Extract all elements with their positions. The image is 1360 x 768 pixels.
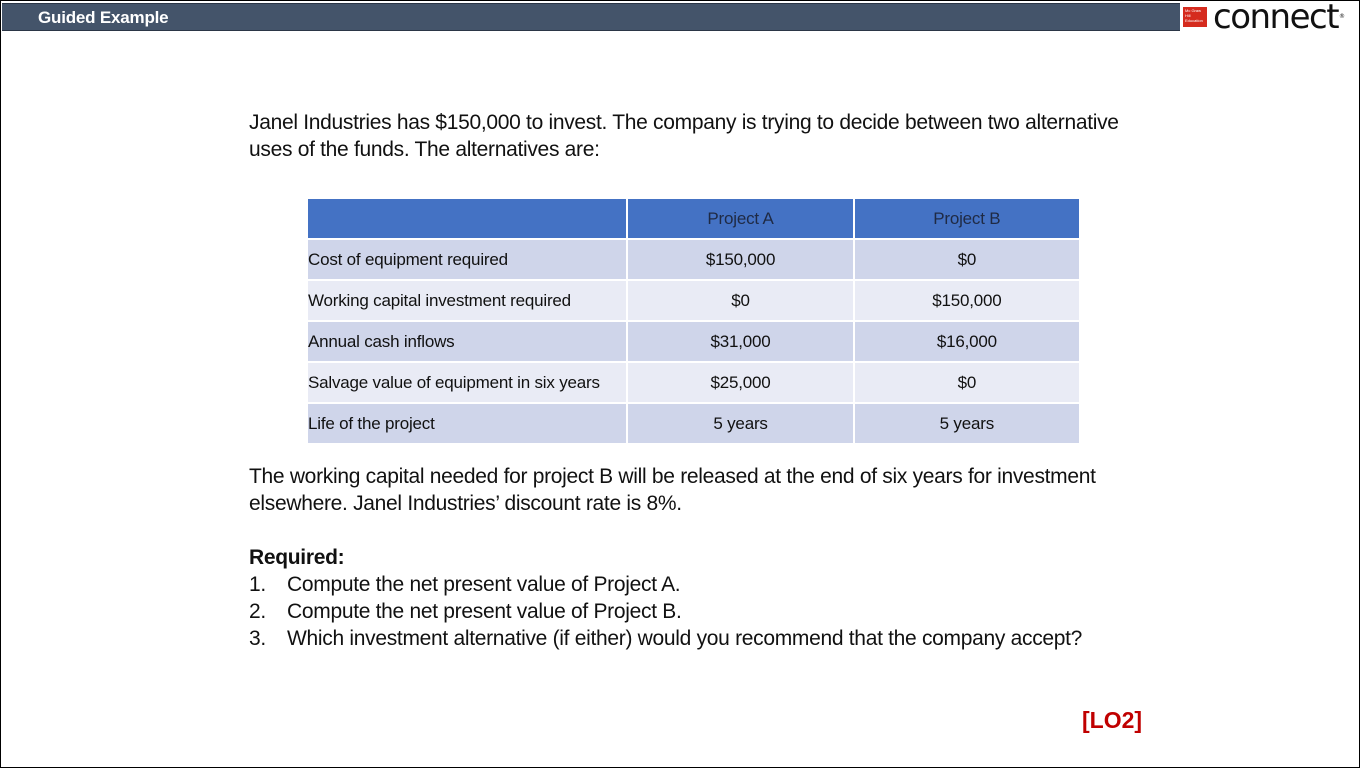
mcgraw-hill-badge-icon: Mc Graw Hill Education bbox=[1183, 7, 1207, 27]
item-text: Compute the net present value of Project A. bbox=[287, 573, 681, 596]
required-item bbox=[249, 571, 1082, 598]
project-b-value: 5 years bbox=[854, 403, 1080, 444]
row-label: Life of the project bbox=[307, 403, 627, 444]
table-header-row bbox=[307, 198, 1080, 239]
project-b-value: $0 bbox=[854, 239, 1080, 280]
item-text: Which investment alternative (if either) would you recommend that the company accept? bbox=[287, 627, 1083, 650]
required-item bbox=[249, 598, 1082, 625]
item-number: 1. bbox=[249, 573, 266, 596]
required-heading: Required: bbox=[249, 546, 345, 569]
required-section bbox=[249, 544, 1082, 652]
project-b-value: $150,000 bbox=[854, 280, 1080, 321]
followup-paragraph: The working capital needed for project B will be released at the end of six years for investment elsewhere. Janel Industries’ discount rate is 8%. bbox=[249, 465, 1096, 515]
logo-wordmark bbox=[1213, 0, 1344, 37]
registered-mark-icon: ® bbox=[1339, 13, 1344, 20]
row-label: Cost of equipment required bbox=[307, 239, 627, 280]
project-a-value: 5 years bbox=[627, 403, 853, 444]
logo-text: connect bbox=[1213, 0, 1339, 37]
project-a-value: $0 bbox=[627, 280, 853, 321]
table-row bbox=[307, 321, 1080, 362]
intro-paragraph: Janel Industries has $150,000 to invest. The company is trying to decide between two alternative uses of the funds. The alternatives are: bbox=[249, 111, 1119, 161]
header-cell-project-a: Project A bbox=[627, 198, 853, 239]
required-item bbox=[249, 625, 1082, 652]
item-text: Compute the net present value of Project B. bbox=[287, 600, 682, 623]
connect-logo bbox=[1183, 0, 1359, 37]
project-b-value: $16,000 bbox=[854, 321, 1080, 362]
project-a-value: $25,000 bbox=[627, 362, 853, 403]
row-label: Annual cash inflows bbox=[307, 321, 627, 362]
table-row bbox=[307, 280, 1080, 321]
project-a-value: $150,000 bbox=[627, 239, 853, 280]
slide-title: Guided Example bbox=[38, 8, 169, 27]
alternatives-table bbox=[306, 197, 1081, 445]
project-b-value: $0 bbox=[854, 362, 1080, 403]
table-row bbox=[307, 362, 1080, 403]
row-label: Salvage value of equipment in six years bbox=[307, 362, 627, 403]
table-row bbox=[307, 239, 1080, 280]
header-cell-project-b: Project B bbox=[854, 198, 1080, 239]
row-label: Working capital investment required bbox=[307, 280, 627, 321]
item-number: 2. bbox=[249, 600, 266, 623]
table-row bbox=[307, 403, 1080, 444]
header-cell-empty bbox=[307, 198, 627, 239]
title-bar bbox=[2, 3, 1180, 31]
item-number: 3. bbox=[249, 627, 266, 650]
learning-objective-tag: [LO2] bbox=[1082, 707, 1143, 733]
project-a-value: $31,000 bbox=[627, 321, 853, 362]
